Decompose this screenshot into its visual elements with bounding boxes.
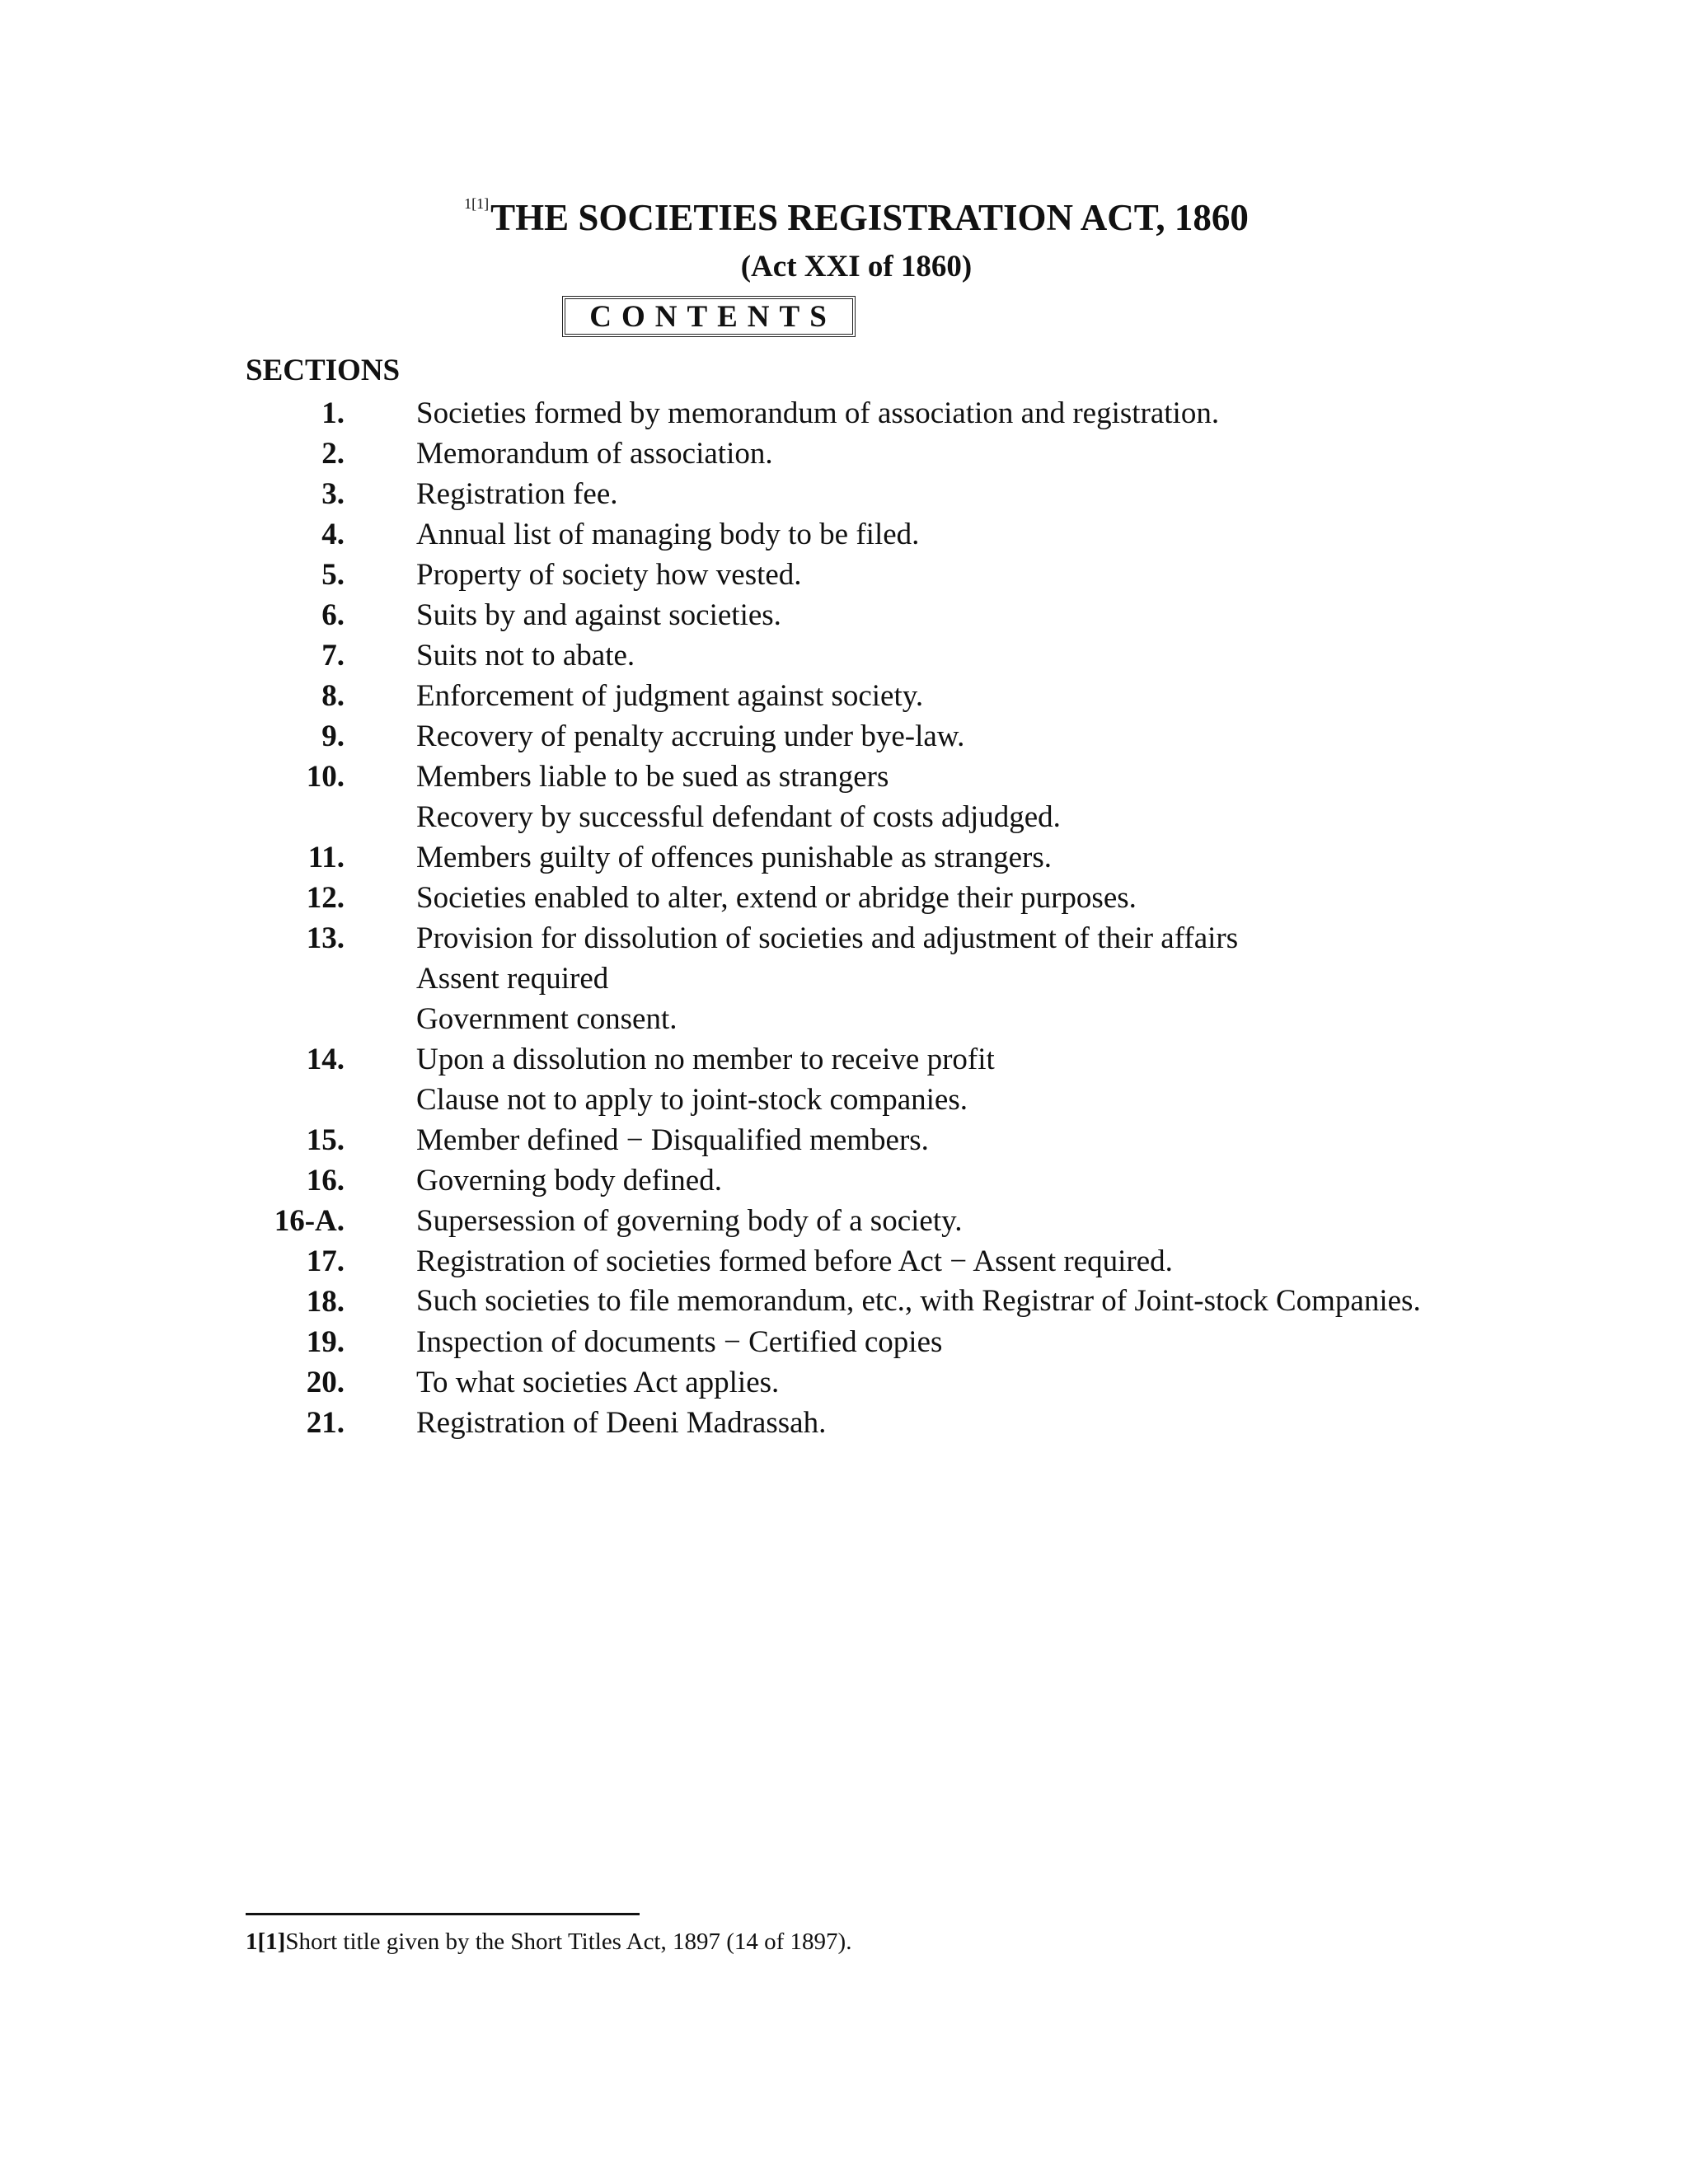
toc-entry[interactable] — [0, 716, 1688, 757]
toc-entry[interactable] — [0, 555, 1688, 595]
toc-entry[interactable] — [0, 1080, 1688, 1120]
section-number: 10. — [306, 760, 345, 794]
section-number: 19. — [306, 1325, 345, 1359]
section-number: 2. — [321, 437, 345, 471]
section-title: Such societies to file memorandum, etc., with Registrar of Joint-stock Companies. — [416, 1284, 1421, 1318]
section-title: Societies formed by memorandum of association and registration. — [416, 396, 1220, 430]
section-number: 16. — [306, 1164, 345, 1197]
section-title: Upon a dissolution no member to receive profit — [416, 1043, 995, 1076]
section-number: 14. — [306, 1043, 345, 1076]
toc-entry[interactable] — [0, 1120, 1688, 1160]
toc-entry[interactable] — [0, 1282, 1688, 1322]
toc-entry[interactable] — [0, 757, 1688, 797]
sections-heading: SECTIONS — [246, 354, 401, 387]
section-title: Recovery of penalty accruing under bye-law. — [416, 719, 965, 753]
toc-entry[interactable] — [0, 1362, 1688, 1403]
section-title: Governing body defined. — [416, 1164, 722, 1197]
section-number: 6. — [321, 598, 345, 632]
toc-entry[interactable] — [0, 474, 1688, 514]
toc-entry[interactable] — [0, 878, 1688, 918]
act-title-text: THE SOCIETIES REGISTRATION ACT, 1860 — [490, 197, 1249, 238]
toc-entry[interactable] — [0, 958, 1688, 999]
toc-entry[interactable] — [0, 676, 1688, 716]
footnote-divider — [246, 1913, 640, 1915]
act-title — [0, 196, 1688, 239]
section-number: 21. — [306, 1406, 345, 1440]
section-number: 13. — [306, 921, 345, 955]
section-title: Enforcement of judgment against society. — [416, 679, 924, 713]
section-title: Registration of societies formed before Act − Assent required. — [416, 1244, 1173, 1278]
table-of-contents — [0, 393, 1688, 1443]
section-title: Inspection of documents − Certified copies — [416, 1325, 943, 1359]
section-title: Annual list of managing body to be filed. — [416, 518, 920, 551]
section-title: Members liable to be sued as strangers — [416, 760, 889, 794]
section-number: 1. — [321, 396, 345, 430]
toc-entry[interactable] — [0, 1201, 1688, 1241]
section-title: Registration fee. — [416, 477, 618, 511]
section-number: 17. — [306, 1244, 345, 1278]
footnote-marker: 1[1] — [246, 1929, 286, 1955]
section-title: Societies enabled to alter, extend or abridge their purposes. — [416, 881, 1137, 915]
toc-entry[interactable] — [0, 434, 1688, 474]
section-number: 4. — [321, 518, 345, 551]
section-number: 18. — [306, 1285, 345, 1319]
footnote — [246, 1929, 851, 1956]
section-title: Supersession of governing body of a society. — [416, 1204, 963, 1238]
section-title: Recovery by successful defendant of costs adjudged. — [416, 800, 1061, 834]
toc-entry[interactable] — [0, 837, 1688, 878]
section-title: Member defined − Disqualified members. — [416, 1123, 929, 1157]
section-title: Clause not to apply to joint-stock companies. — [416, 1083, 968, 1117]
footnote-text: Short title given by the Short Titles Act, 1897 (14 of 1897). — [285, 1929, 852, 1955]
section-number: 5. — [321, 558, 345, 592]
section-title: Provision for dissolution of societies and adjustment of their affairs — [416, 921, 1239, 955]
toc-entry[interactable] — [0, 1160, 1688, 1201]
section-number: 11. — [307, 841, 345, 874]
section-title: Assent required — [416, 962, 609, 996]
toc-entry[interactable] — [0, 918, 1688, 958]
section-title: Memorandum of association. — [416, 437, 773, 471]
contents-heading: CONTENTS — [562, 296, 856, 337]
section-title: Government consent. — [416, 1002, 678, 1036]
toc-entry[interactable] — [0, 393, 1688, 434]
toc-entry[interactable] — [0, 1403, 1688, 1443]
section-number: 12. — [306, 881, 345, 915]
section-title: To what societies Act applies. — [416, 1366, 780, 1399]
toc-entry[interactable] — [0, 797, 1688, 837]
section-title: Suits not to abate. — [416, 639, 635, 673]
act-subtitle: (Act XXI of 1860) — [740, 250, 973, 284]
toc-entry[interactable] — [0, 999, 1688, 1039]
section-number: 20. — [306, 1366, 345, 1399]
toc-entry[interactable] — [0, 514, 1688, 555]
section-number: 16-A. — [274, 1204, 345, 1238]
toc-entry[interactable] — [0, 1322, 1688, 1362]
section-title: Registration of Deeni Madrassah. — [416, 1406, 827, 1440]
section-number: 7. — [321, 639, 345, 673]
section-number: 3. — [321, 477, 345, 511]
section-number: 8. — [321, 679, 345, 713]
toc-entry[interactable] — [0, 1039, 1688, 1080]
section-number: 15. — [306, 1123, 345, 1157]
section-number: 9. — [321, 719, 345, 753]
section-title: Suits by and against societies. — [416, 598, 781, 632]
toc-entry[interactable] — [0, 635, 1688, 676]
toc-entry[interactable] — [0, 1241, 1688, 1282]
section-title: Members guilty of offences punishable as strangers. — [416, 841, 1052, 874]
toc-entry[interactable] — [0, 595, 1688, 635]
title-footnote-marker[interactable]: 1[1] — [464, 195, 490, 212]
section-title: Property of society how vested. — [416, 558, 802, 592]
